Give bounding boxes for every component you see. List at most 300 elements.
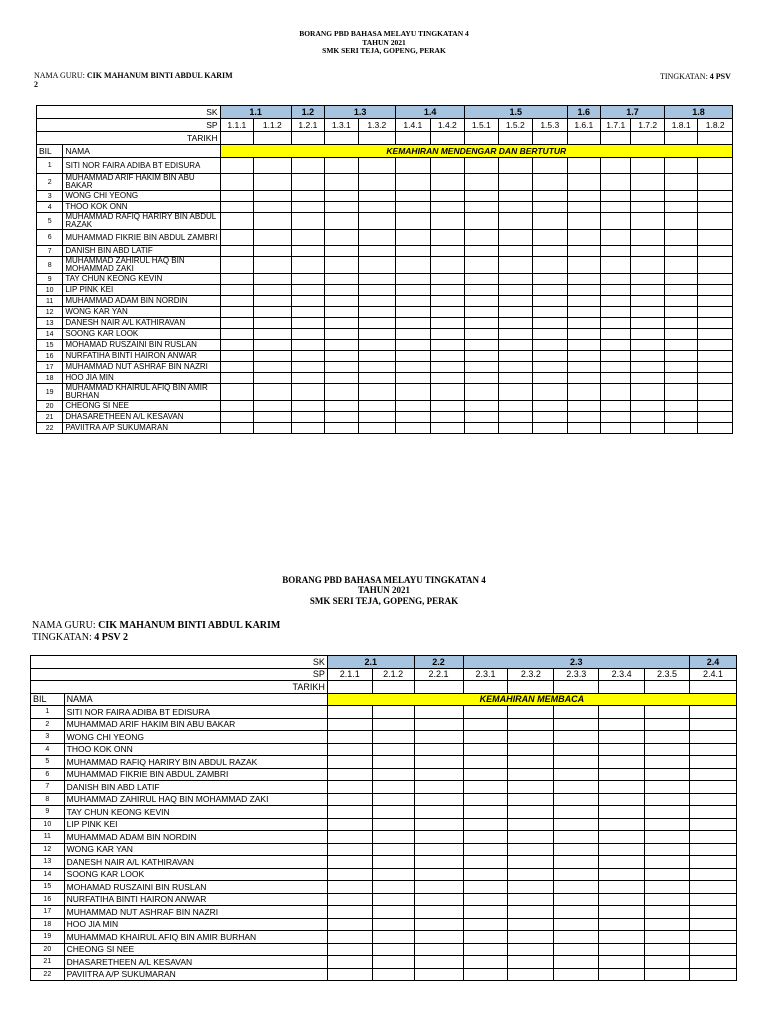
score-cell[interactable] bbox=[358, 401, 396, 412]
score-cell[interactable] bbox=[327, 706, 372, 719]
score-cell[interactable] bbox=[554, 906, 599, 919]
score-cell[interactable] bbox=[465, 329, 498, 340]
score-cell[interactable] bbox=[554, 968, 599, 981]
score-cell[interactable] bbox=[325, 412, 358, 423]
score-cell[interactable] bbox=[220, 246, 253, 257]
score-cell[interactable] bbox=[645, 906, 690, 919]
score-cell[interactable] bbox=[508, 781, 554, 794]
score-cell[interactable] bbox=[567, 373, 600, 384]
score-cell[interactable] bbox=[254, 174, 292, 191]
score-cell[interactable] bbox=[533, 423, 568, 434]
score-cell[interactable] bbox=[358, 230, 396, 246]
score-cell[interactable] bbox=[291, 285, 324, 296]
score-cell[interactable] bbox=[498, 230, 532, 246]
score-cell[interactable] bbox=[601, 384, 631, 401]
score-cell[interactable] bbox=[508, 718, 554, 731]
score-cell[interactable] bbox=[463, 943, 508, 956]
score-cell[interactable] bbox=[414, 943, 463, 956]
score-cell[interactable] bbox=[430, 318, 465, 329]
score-cell[interactable] bbox=[664, 174, 697, 191]
score-cell[interactable] bbox=[601, 274, 631, 285]
score-cell[interactable] bbox=[358, 285, 396, 296]
score-cell[interactable] bbox=[372, 956, 414, 969]
score-cell[interactable] bbox=[325, 246, 358, 257]
score-cell[interactable] bbox=[554, 893, 599, 906]
score-cell[interactable] bbox=[414, 756, 463, 769]
score-cell[interactable] bbox=[325, 373, 358, 384]
score-cell[interactable] bbox=[465, 351, 498, 362]
score-cell[interactable] bbox=[508, 893, 554, 906]
score-cell[interactable] bbox=[430, 158, 465, 174]
score-cell[interactable] bbox=[414, 731, 463, 744]
score-cell[interactable] bbox=[698, 307, 733, 318]
score-cell[interactable] bbox=[465, 412, 498, 423]
score-cell[interactable] bbox=[508, 731, 554, 744]
score-cell[interactable] bbox=[463, 756, 508, 769]
score-cell[interactable] bbox=[327, 806, 372, 819]
score-cell[interactable] bbox=[664, 230, 697, 246]
score-cell[interactable] bbox=[465, 202, 498, 213]
score-cell[interactable] bbox=[372, 781, 414, 794]
score-cell[interactable] bbox=[689, 768, 736, 781]
score-cell[interactable] bbox=[396, 274, 430, 285]
score-cell[interactable] bbox=[689, 856, 736, 869]
score-cell[interactable] bbox=[465, 401, 498, 412]
score-cell[interactable] bbox=[567, 257, 600, 274]
score-cell[interactable] bbox=[414, 793, 463, 806]
score-cell[interactable] bbox=[463, 731, 508, 744]
score-cell[interactable] bbox=[601, 318, 631, 329]
score-cell[interactable] bbox=[396, 412, 430, 423]
score-cell[interactable] bbox=[325, 191, 358, 202]
score-cell[interactable] bbox=[220, 158, 253, 174]
score-cell[interactable] bbox=[325, 257, 358, 274]
score-cell[interactable] bbox=[631, 318, 664, 329]
score-cell[interactable] bbox=[533, 318, 568, 329]
score-cell[interactable] bbox=[220, 318, 253, 329]
score-cell[interactable] bbox=[325, 318, 358, 329]
score-cell[interactable] bbox=[567, 285, 600, 296]
score-cell[interactable] bbox=[465, 362, 498, 373]
score-cell[interactable] bbox=[498, 423, 532, 434]
score-cell[interactable] bbox=[631, 202, 664, 213]
score-cell[interactable] bbox=[396, 373, 430, 384]
score-cell[interactable] bbox=[220, 412, 253, 423]
score-cell[interactable] bbox=[463, 818, 508, 831]
score-cell[interactable] bbox=[601, 285, 631, 296]
score-cell[interactable] bbox=[396, 329, 430, 340]
score-cell[interactable] bbox=[325, 158, 358, 174]
score-cell[interactable] bbox=[533, 329, 568, 340]
score-cell[interactable] bbox=[430, 351, 465, 362]
score-cell[interactable] bbox=[291, 307, 324, 318]
score-cell[interactable] bbox=[631, 191, 664, 202]
score-cell[interactable] bbox=[645, 706, 690, 719]
score-cell[interactable] bbox=[291, 296, 324, 307]
score-cell[interactable] bbox=[599, 756, 645, 769]
score-cell[interactable] bbox=[463, 956, 508, 969]
score-cell[interactable] bbox=[631, 257, 664, 274]
score-cell[interactable] bbox=[599, 893, 645, 906]
score-cell[interactable] bbox=[533, 296, 568, 307]
score-cell[interactable] bbox=[430, 384, 465, 401]
score-cell[interactable] bbox=[698, 213, 733, 230]
score-cell[interactable] bbox=[358, 384, 396, 401]
score-cell[interactable] bbox=[465, 246, 498, 257]
score-cell[interactable] bbox=[599, 968, 645, 981]
score-cell[interactable] bbox=[664, 412, 697, 423]
score-cell[interactable] bbox=[631, 340, 664, 351]
score-cell[interactable] bbox=[664, 423, 697, 434]
score-cell[interactable] bbox=[430, 373, 465, 384]
score-cell[interactable] bbox=[498, 329, 532, 340]
score-cell[interactable] bbox=[414, 893, 463, 906]
score-cell[interactable] bbox=[358, 362, 396, 373]
score-cell[interactable] bbox=[372, 918, 414, 931]
score-cell[interactable] bbox=[508, 706, 554, 719]
score-cell[interactable] bbox=[508, 918, 554, 931]
score-cell[interactable] bbox=[291, 373, 324, 384]
score-cell[interactable] bbox=[698, 384, 733, 401]
score-cell[interactable] bbox=[689, 893, 736, 906]
score-cell[interactable] bbox=[498, 158, 532, 174]
score-cell[interactable] bbox=[631, 307, 664, 318]
score-cell[interactable] bbox=[414, 818, 463, 831]
score-cell[interactable] bbox=[254, 202, 292, 213]
score-cell[interactable] bbox=[567, 340, 600, 351]
score-cell[interactable] bbox=[599, 918, 645, 931]
score-cell[interactable] bbox=[599, 718, 645, 731]
score-cell[interactable] bbox=[631, 174, 664, 191]
score-cell[interactable] bbox=[325, 423, 358, 434]
score-cell[interactable] bbox=[254, 285, 292, 296]
score-cell[interactable] bbox=[396, 202, 430, 213]
score-cell[interactable] bbox=[664, 158, 697, 174]
score-cell[interactable] bbox=[498, 274, 532, 285]
score-cell[interactable] bbox=[601, 246, 631, 257]
score-cell[interactable] bbox=[220, 340, 253, 351]
score-cell[interactable] bbox=[291, 158, 324, 174]
score-cell[interactable] bbox=[220, 296, 253, 307]
score-cell[interactable] bbox=[430, 202, 465, 213]
score-cell[interactable] bbox=[698, 191, 733, 202]
score-cell[interactable] bbox=[631, 423, 664, 434]
score-cell[interactable] bbox=[664, 351, 697, 362]
score-cell[interactable] bbox=[254, 274, 292, 285]
score-cell[interactable] bbox=[664, 191, 697, 202]
score-cell[interactable] bbox=[498, 362, 532, 373]
score-cell[interactable] bbox=[465, 285, 498, 296]
score-cell[interactable] bbox=[414, 781, 463, 794]
score-cell[interactable] bbox=[465, 191, 498, 202]
score-cell[interactable] bbox=[498, 174, 532, 191]
score-cell[interactable] bbox=[554, 943, 599, 956]
score-cell[interactable] bbox=[599, 906, 645, 919]
score-cell[interactable] bbox=[498, 373, 532, 384]
score-cell[interactable] bbox=[533, 307, 568, 318]
score-cell[interactable] bbox=[430, 296, 465, 307]
score-cell[interactable] bbox=[430, 340, 465, 351]
score-cell[interactable] bbox=[508, 881, 554, 894]
score-cell[interactable] bbox=[664, 213, 697, 230]
score-cell[interactable] bbox=[220, 362, 253, 373]
score-cell[interactable] bbox=[664, 340, 697, 351]
score-cell[interactable] bbox=[291, 202, 324, 213]
score-cell[interactable] bbox=[689, 943, 736, 956]
score-cell[interactable] bbox=[291, 401, 324, 412]
score-cell[interactable] bbox=[291, 340, 324, 351]
score-cell[interactable] bbox=[601, 213, 631, 230]
score-cell[interactable] bbox=[220, 351, 253, 362]
score-cell[interactable] bbox=[358, 246, 396, 257]
score-cell[interactable] bbox=[631, 285, 664, 296]
score-cell[interactable] bbox=[554, 831, 599, 844]
score-cell[interactable] bbox=[554, 793, 599, 806]
score-cell[interactable] bbox=[533, 401, 568, 412]
score-cell[interactable] bbox=[508, 793, 554, 806]
score-cell[interactable] bbox=[498, 213, 532, 230]
score-cell[interactable] bbox=[372, 806, 414, 819]
score-cell[interactable] bbox=[254, 351, 292, 362]
score-cell[interactable] bbox=[396, 285, 430, 296]
score-cell[interactable] bbox=[689, 731, 736, 744]
score-cell[interactable] bbox=[254, 362, 292, 373]
score-cell[interactable] bbox=[291, 230, 324, 246]
score-cell[interactable] bbox=[631, 362, 664, 373]
score-cell[interactable] bbox=[254, 230, 292, 246]
score-cell[interactable] bbox=[430, 423, 465, 434]
score-cell[interactable] bbox=[465, 318, 498, 329]
score-cell[interactable] bbox=[689, 868, 736, 881]
score-cell[interactable] bbox=[567, 213, 600, 230]
score-cell[interactable] bbox=[291, 362, 324, 373]
score-cell[interactable] bbox=[567, 296, 600, 307]
score-cell[interactable] bbox=[645, 718, 690, 731]
score-cell[interactable] bbox=[430, 274, 465, 285]
score-cell[interactable] bbox=[601, 423, 631, 434]
score-cell[interactable] bbox=[664, 285, 697, 296]
score-cell[interactable] bbox=[599, 931, 645, 944]
score-cell[interactable] bbox=[414, 881, 463, 894]
score-cell[interactable] bbox=[533, 257, 568, 274]
score-cell[interactable] bbox=[325, 384, 358, 401]
score-cell[interactable] bbox=[645, 918, 690, 931]
score-cell[interactable] bbox=[358, 257, 396, 274]
score-cell[interactable] bbox=[508, 868, 554, 881]
score-cell[interactable] bbox=[689, 918, 736, 931]
score-cell[interactable] bbox=[631, 213, 664, 230]
score-cell[interactable] bbox=[599, 956, 645, 969]
score-cell[interactable] bbox=[698, 274, 733, 285]
score-cell[interactable] bbox=[414, 806, 463, 819]
score-cell[interactable] bbox=[430, 246, 465, 257]
score-cell[interactable] bbox=[508, 856, 554, 869]
score-cell[interactable] bbox=[358, 158, 396, 174]
score-cell[interactable] bbox=[645, 843, 690, 856]
score-cell[interactable] bbox=[414, 918, 463, 931]
score-cell[interactable] bbox=[631, 230, 664, 246]
score-cell[interactable] bbox=[465, 296, 498, 307]
score-cell[interactable] bbox=[463, 931, 508, 944]
score-cell[interactable] bbox=[599, 743, 645, 756]
score-cell[interactable] bbox=[554, 856, 599, 869]
score-cell[interactable] bbox=[567, 307, 600, 318]
score-cell[interactable] bbox=[533, 340, 568, 351]
score-cell[interactable] bbox=[567, 423, 600, 434]
score-cell[interactable] bbox=[414, 868, 463, 881]
score-cell[interactable] bbox=[689, 718, 736, 731]
score-cell[interactable] bbox=[372, 818, 414, 831]
score-cell[interactable] bbox=[664, 202, 697, 213]
score-cell[interactable] bbox=[327, 893, 372, 906]
score-cell[interactable] bbox=[463, 718, 508, 731]
score-cell[interactable] bbox=[601, 191, 631, 202]
score-cell[interactable] bbox=[698, 246, 733, 257]
score-cell[interactable] bbox=[554, 731, 599, 744]
score-cell[interactable] bbox=[567, 384, 600, 401]
score-cell[interactable] bbox=[498, 191, 532, 202]
score-cell[interactable] bbox=[430, 213, 465, 230]
score-cell[interactable] bbox=[498, 340, 532, 351]
score-cell[interactable] bbox=[325, 174, 358, 191]
score-cell[interactable] bbox=[254, 318, 292, 329]
score-cell[interactable] bbox=[689, 843, 736, 856]
score-cell[interactable] bbox=[689, 956, 736, 969]
score-cell[interactable] bbox=[220, 307, 253, 318]
score-cell[interactable] bbox=[601, 401, 631, 412]
score-cell[interactable] bbox=[508, 756, 554, 769]
score-cell[interactable] bbox=[327, 856, 372, 869]
score-cell[interactable] bbox=[396, 230, 430, 246]
score-cell[interactable] bbox=[430, 257, 465, 274]
score-cell[interactable] bbox=[358, 351, 396, 362]
score-cell[interactable] bbox=[358, 423, 396, 434]
score-cell[interactable] bbox=[325, 285, 358, 296]
score-cell[interactable] bbox=[414, 931, 463, 944]
score-cell[interactable] bbox=[508, 831, 554, 844]
score-cell[interactable] bbox=[396, 384, 430, 401]
score-cell[interactable] bbox=[396, 174, 430, 191]
score-cell[interactable] bbox=[327, 956, 372, 969]
score-cell[interactable] bbox=[465, 230, 498, 246]
score-cell[interactable] bbox=[291, 351, 324, 362]
score-cell[interactable] bbox=[698, 351, 733, 362]
score-cell[interactable] bbox=[689, 793, 736, 806]
score-cell[interactable] bbox=[327, 831, 372, 844]
score-cell[interactable] bbox=[327, 843, 372, 856]
score-cell[interactable] bbox=[254, 257, 292, 274]
score-cell[interactable] bbox=[463, 906, 508, 919]
score-cell[interactable] bbox=[463, 793, 508, 806]
score-cell[interactable] bbox=[372, 868, 414, 881]
score-cell[interactable] bbox=[698, 174, 733, 191]
score-cell[interactable] bbox=[220, 373, 253, 384]
score-cell[interactable] bbox=[396, 318, 430, 329]
score-cell[interactable] bbox=[664, 384, 697, 401]
score-cell[interactable] bbox=[463, 968, 508, 981]
score-cell[interactable] bbox=[327, 868, 372, 881]
score-cell[interactable] bbox=[664, 318, 697, 329]
score-cell[interactable] bbox=[372, 831, 414, 844]
score-cell[interactable] bbox=[254, 340, 292, 351]
score-cell[interactable] bbox=[631, 329, 664, 340]
score-cell[interactable] bbox=[601, 257, 631, 274]
score-cell[interactable] bbox=[372, 931, 414, 944]
score-cell[interactable] bbox=[698, 202, 733, 213]
score-cell[interactable] bbox=[664, 401, 697, 412]
score-cell[interactable] bbox=[291, 174, 324, 191]
score-cell[interactable] bbox=[664, 373, 697, 384]
score-cell[interactable] bbox=[414, 843, 463, 856]
score-cell[interactable] bbox=[372, 881, 414, 894]
score-cell[interactable] bbox=[291, 191, 324, 202]
score-cell[interactable] bbox=[372, 906, 414, 919]
score-cell[interactable] bbox=[396, 158, 430, 174]
score-cell[interactable] bbox=[465, 340, 498, 351]
score-cell[interactable] bbox=[601, 202, 631, 213]
score-cell[interactable] bbox=[601, 174, 631, 191]
score-cell[interactable] bbox=[567, 230, 600, 246]
score-cell[interactable] bbox=[689, 743, 736, 756]
score-cell[interactable] bbox=[463, 806, 508, 819]
score-cell[interactable] bbox=[601, 373, 631, 384]
score-cell[interactable] bbox=[698, 318, 733, 329]
score-cell[interactable] bbox=[631, 274, 664, 285]
score-cell[interactable] bbox=[567, 158, 600, 174]
score-cell[interactable] bbox=[327, 918, 372, 931]
score-cell[interactable] bbox=[533, 230, 568, 246]
score-cell[interactable] bbox=[291, 329, 324, 340]
score-cell[interactable] bbox=[554, 881, 599, 894]
score-cell[interactable] bbox=[601, 362, 631, 373]
score-cell[interactable] bbox=[698, 158, 733, 174]
score-cell[interactable] bbox=[645, 856, 690, 869]
score-cell[interactable] bbox=[599, 731, 645, 744]
score-cell[interactable] bbox=[698, 423, 733, 434]
score-cell[interactable] bbox=[325, 362, 358, 373]
score-cell[interactable] bbox=[689, 781, 736, 794]
score-cell[interactable] bbox=[664, 329, 697, 340]
score-cell[interactable] bbox=[254, 423, 292, 434]
score-cell[interactable] bbox=[664, 362, 697, 373]
score-cell[interactable] bbox=[601, 307, 631, 318]
score-cell[interactable] bbox=[254, 307, 292, 318]
score-cell[interactable] bbox=[372, 743, 414, 756]
score-cell[interactable] bbox=[599, 881, 645, 894]
score-cell[interactable] bbox=[220, 174, 253, 191]
score-cell[interactable] bbox=[372, 718, 414, 731]
score-cell[interactable] bbox=[508, 806, 554, 819]
score-cell[interactable] bbox=[327, 818, 372, 831]
score-cell[interactable] bbox=[254, 191, 292, 202]
score-cell[interactable] bbox=[533, 362, 568, 373]
score-cell[interactable] bbox=[631, 401, 664, 412]
score-cell[interactable] bbox=[645, 831, 690, 844]
score-cell[interactable] bbox=[601, 351, 631, 362]
score-cell[interactable] bbox=[254, 158, 292, 174]
score-cell[interactable] bbox=[463, 918, 508, 931]
score-cell[interactable] bbox=[430, 307, 465, 318]
score-cell[interactable] bbox=[396, 191, 430, 202]
score-cell[interactable] bbox=[220, 257, 253, 274]
score-cell[interactable] bbox=[463, 856, 508, 869]
score-cell[interactable] bbox=[599, 843, 645, 856]
score-cell[interactable] bbox=[645, 806, 690, 819]
score-cell[interactable] bbox=[599, 706, 645, 719]
score-cell[interactable] bbox=[631, 246, 664, 257]
score-cell[interactable] bbox=[508, 968, 554, 981]
score-cell[interactable] bbox=[567, 362, 600, 373]
